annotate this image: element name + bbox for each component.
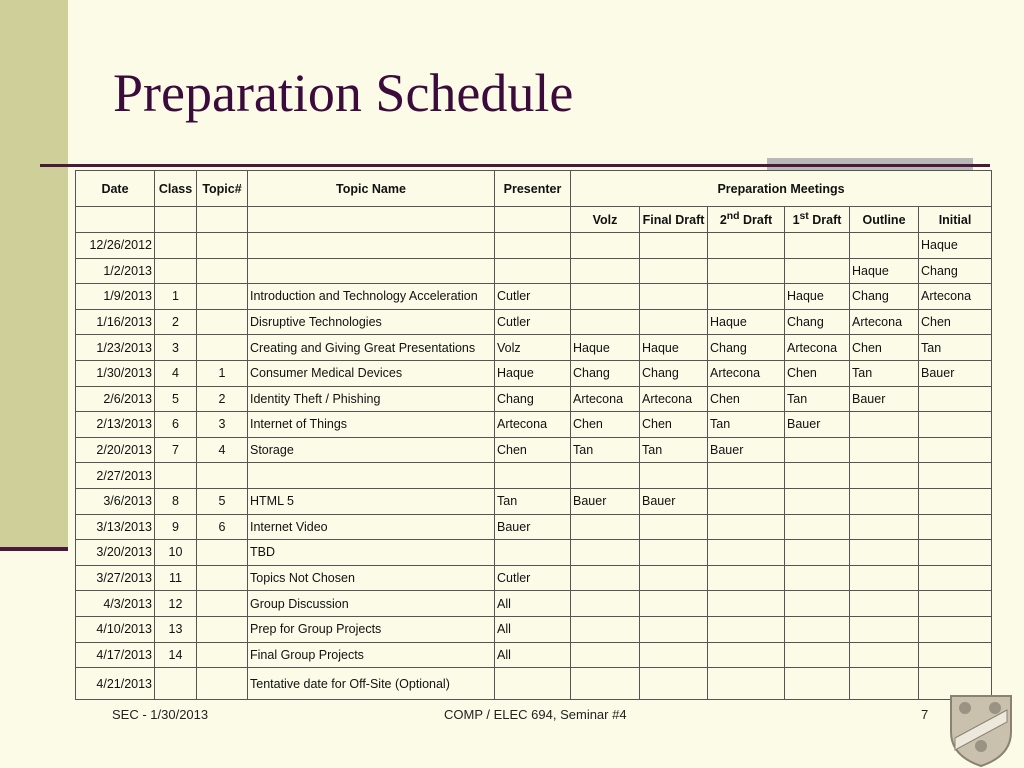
subheader-second-draft xyxy=(708,207,785,233)
cell-first-draft xyxy=(785,233,850,259)
cell-outline: Chang xyxy=(850,284,919,310)
cell-topic-name: Storage xyxy=(248,437,495,463)
second-draft-sup: nd xyxy=(726,211,740,223)
cell-date: 2/20/2013 xyxy=(76,437,155,463)
subheader-final-draft: Final Draft xyxy=(640,207,708,233)
cell-presenter xyxy=(495,258,571,284)
cell-topic-num xyxy=(197,463,248,489)
cell-presenter: Bauer xyxy=(495,514,571,540)
header-date: Date xyxy=(76,171,155,207)
cell-presenter: Chang xyxy=(495,386,571,412)
header-presenter: Presenter xyxy=(495,171,571,207)
cell-second-draft xyxy=(708,591,785,617)
cell-date: 1/16/2013 xyxy=(76,309,155,335)
cell-outline xyxy=(850,412,919,438)
cell-topic-name: Creating and Giving Great Presentations xyxy=(248,335,495,361)
cell-presenter: Cutler xyxy=(495,284,571,310)
cell-presenter: Cutler xyxy=(495,309,571,335)
cell-outline: Bauer xyxy=(850,386,919,412)
cell-presenter: Volz xyxy=(495,335,571,361)
cell-second-draft xyxy=(708,284,785,310)
cell-initial xyxy=(919,386,992,412)
cell-initial xyxy=(919,488,992,514)
second-draft-num: 2 xyxy=(719,213,727,228)
cell-second-draft xyxy=(708,514,785,540)
cell-presenter xyxy=(495,668,571,700)
cell-outline xyxy=(850,668,919,700)
cell-final-draft xyxy=(640,233,708,259)
footer-course: COMP / ELEC 694, Seminar #4 xyxy=(444,707,627,722)
cell-initial: Chen xyxy=(919,309,992,335)
cell-topic-num xyxy=(197,258,248,284)
cell-presenter: Chen xyxy=(495,437,571,463)
cell-presenter: Artecona xyxy=(495,412,571,438)
subheader-volz: Volz xyxy=(571,207,640,233)
cell-presenter: Haque xyxy=(495,360,571,386)
cell-initial xyxy=(919,565,992,591)
cell-topic-num xyxy=(197,540,248,566)
cell-date: 2/13/2013 xyxy=(76,412,155,438)
cell-first-draft xyxy=(785,540,850,566)
cell-first-draft xyxy=(785,488,850,514)
first-draft-sup: st xyxy=(799,211,809,223)
cell-first-draft xyxy=(785,437,850,463)
subheader-initial: Initial xyxy=(919,207,992,233)
table-row xyxy=(76,463,992,489)
cell-second-draft xyxy=(708,540,785,566)
cell-first-draft: Tan xyxy=(785,386,850,412)
title-rule xyxy=(40,164,990,167)
cell-second-draft xyxy=(708,616,785,642)
cell-volz xyxy=(571,642,640,668)
page-number: 7 xyxy=(921,707,929,722)
cell-class: 10 xyxy=(155,540,197,566)
cell-second-draft: Haque xyxy=(708,309,785,335)
cell-presenter: All xyxy=(495,642,571,668)
cell-final-draft xyxy=(640,284,708,310)
cell-second-draft xyxy=(708,463,785,489)
cell-outline xyxy=(850,540,919,566)
cell-class: 14 xyxy=(155,642,197,668)
cell-initial: Artecona xyxy=(919,284,992,310)
table-row xyxy=(76,514,992,540)
table-row xyxy=(76,565,992,591)
cell-presenter xyxy=(495,540,571,566)
cell-final-draft xyxy=(640,591,708,617)
cell-topic-name: Tentative date for Off-Site (Optional) xyxy=(248,668,495,700)
subheader-blank xyxy=(495,207,571,233)
cell-first-draft xyxy=(785,463,850,489)
table-row xyxy=(76,412,992,438)
cell-volz xyxy=(571,591,640,617)
cell-final-draft: Bauer xyxy=(640,488,708,514)
cell-volz xyxy=(571,565,640,591)
subheader-row xyxy=(76,207,992,233)
cell-second-draft xyxy=(708,565,785,591)
cell-volz xyxy=(571,514,640,540)
cell-presenter xyxy=(495,233,571,259)
cell-topic-name xyxy=(248,258,495,284)
cell-second-draft: Tan xyxy=(708,412,785,438)
table-row xyxy=(76,335,992,361)
cell-class xyxy=(155,668,197,700)
cell-first-draft xyxy=(785,258,850,284)
cell-date: 3/27/2013 xyxy=(76,565,155,591)
footer-date: SEC - 1/30/2013 xyxy=(112,707,209,722)
cell-second-draft xyxy=(708,258,785,284)
cell-presenter: All xyxy=(495,591,571,617)
cell-presenter: Cutler xyxy=(495,565,571,591)
table-row xyxy=(76,258,992,284)
table-row xyxy=(76,437,992,463)
cell-final-draft xyxy=(640,463,708,489)
cell-topic-name: TBD xyxy=(248,540,495,566)
cell-date: 3/6/2013 xyxy=(76,488,155,514)
cell-class: 5 xyxy=(155,386,197,412)
cell-outline xyxy=(850,463,919,489)
cell-class: 9 xyxy=(155,514,197,540)
cell-final-draft xyxy=(640,309,708,335)
cell-first-draft xyxy=(785,642,850,668)
cell-outline xyxy=(850,642,919,668)
table-row xyxy=(76,642,992,668)
cell-topic-num xyxy=(197,233,248,259)
subheader-blank xyxy=(76,207,155,233)
cell-topic-name: Consumer Medical Devices xyxy=(248,360,495,386)
cell-class xyxy=(155,258,197,284)
cell-class xyxy=(155,233,197,259)
first-draft-num: 1 xyxy=(792,213,800,228)
cell-outline xyxy=(850,488,919,514)
cell-initial: Bauer xyxy=(919,360,992,386)
cell-first-draft: Chen xyxy=(785,360,850,386)
cell-volz: Chen xyxy=(571,412,640,438)
schedule-table-body xyxy=(76,171,992,700)
header-class: Class xyxy=(155,171,197,207)
table-row xyxy=(76,360,992,386)
cell-volz: Haque xyxy=(571,335,640,361)
cell-topic-num: 4 xyxy=(197,437,248,463)
subheader-blank xyxy=(197,207,248,233)
cell-volz xyxy=(571,616,640,642)
slide-title: Preparation Schedule xyxy=(113,63,574,123)
cell-topic-num xyxy=(197,591,248,617)
cell-second-draft: Chang xyxy=(708,335,785,361)
cell-final-draft: Chang xyxy=(640,360,708,386)
cell-second-draft xyxy=(708,233,785,259)
cell-class: 13 xyxy=(155,616,197,642)
cell-topic-num xyxy=(197,309,248,335)
cell-outline xyxy=(850,514,919,540)
subheader-blank xyxy=(248,207,495,233)
cell-topic-name: Final Group Projects xyxy=(248,642,495,668)
cell-final-draft xyxy=(640,616,708,642)
cell-initial xyxy=(919,642,992,668)
cell-first-draft xyxy=(785,616,850,642)
cell-outline xyxy=(850,437,919,463)
cell-date: 3/13/2013 xyxy=(76,514,155,540)
cell-topic-name: Prep for Group Projects xyxy=(248,616,495,642)
cell-volz xyxy=(571,540,640,566)
cell-second-draft xyxy=(708,488,785,514)
cell-first-draft xyxy=(785,565,850,591)
header-topic-num: Topic# xyxy=(197,171,248,207)
table-row xyxy=(76,284,992,310)
cell-final-draft xyxy=(640,642,708,668)
cell-initial: Tan xyxy=(919,335,992,361)
cell-volz: Artecona xyxy=(571,386,640,412)
cell-outline: Artecona xyxy=(850,309,919,335)
cell-date: 4/17/2013 xyxy=(76,642,155,668)
cell-initial xyxy=(919,463,992,489)
cell-initial xyxy=(919,540,992,566)
cell-presenter: All xyxy=(495,616,571,642)
cell-final-draft xyxy=(640,258,708,284)
cell-second-draft: Chen xyxy=(708,386,785,412)
cell-class: 11 xyxy=(155,565,197,591)
cell-volz xyxy=(571,233,640,259)
schedule-table xyxy=(75,170,992,700)
cell-initial xyxy=(919,591,992,617)
cell-first-draft xyxy=(785,591,850,617)
cell-class: 4 xyxy=(155,360,197,386)
cell-topic-num xyxy=(197,642,248,668)
cell-topic-name: Disruptive Technologies xyxy=(248,309,495,335)
cell-final-draft: Chen xyxy=(640,412,708,438)
cell-first-draft: Chang xyxy=(785,309,850,335)
cell-final-draft xyxy=(640,514,708,540)
table-row xyxy=(76,309,992,335)
cell-topic-name: HTML 5 xyxy=(248,488,495,514)
header-row xyxy=(76,171,992,207)
cell-second-draft xyxy=(708,668,785,700)
cell-topic-name: Internet of Things xyxy=(248,412,495,438)
cell-class: 7 xyxy=(155,437,197,463)
cell-date: 4/3/2013 xyxy=(76,591,155,617)
cell-outline: Haque xyxy=(850,258,919,284)
cell-volz xyxy=(571,309,640,335)
left-accent-bar xyxy=(0,0,68,547)
cell-class: 12 xyxy=(155,591,197,617)
table-row xyxy=(76,386,992,412)
cell-date: 1/2/2013 xyxy=(76,258,155,284)
cell-final-draft xyxy=(640,540,708,566)
cell-class: 6 xyxy=(155,412,197,438)
cell-outline xyxy=(850,233,919,259)
cell-volz: Bauer xyxy=(571,488,640,514)
cell-class: 1 xyxy=(155,284,197,310)
cell-initial xyxy=(919,616,992,642)
cell-final-draft xyxy=(640,565,708,591)
cell-topic-name xyxy=(248,233,495,259)
first-draft-text: Draft xyxy=(808,213,842,228)
table-row xyxy=(76,668,992,700)
cell-first-draft: Artecona xyxy=(785,335,850,361)
cell-topic-name: Identity Theft / Phishing xyxy=(248,386,495,412)
cell-initial xyxy=(919,514,992,540)
cell-topic-num: 1 xyxy=(197,360,248,386)
cell-topic-num xyxy=(197,565,248,591)
cell-volz xyxy=(571,284,640,310)
cell-date: 2/27/2013 xyxy=(76,463,155,489)
cell-initial: Chang xyxy=(919,258,992,284)
cell-topic-name: Group Discussion xyxy=(248,591,495,617)
table-row xyxy=(76,233,992,259)
cell-volz xyxy=(571,463,640,489)
cell-volz: Chang xyxy=(571,360,640,386)
table-row xyxy=(76,616,992,642)
table-row xyxy=(76,488,992,514)
cell-outline xyxy=(850,616,919,642)
header-topic-name: Topic Name xyxy=(248,171,495,207)
cell-first-draft: Bauer xyxy=(785,412,850,438)
cell-date: 1/30/2013 xyxy=(76,360,155,386)
cell-class xyxy=(155,463,197,489)
cell-final-draft: Tan xyxy=(640,437,708,463)
cell-volz: Tan xyxy=(571,437,640,463)
cell-volz xyxy=(571,668,640,700)
cell-final-draft: Artecona xyxy=(640,386,708,412)
accent-bar-underline xyxy=(0,547,68,551)
cell-first-draft xyxy=(785,514,850,540)
cell-final-draft: Haque xyxy=(640,335,708,361)
cell-initial xyxy=(919,437,992,463)
cell-outline: Tan xyxy=(850,360,919,386)
cell-date: 4/10/2013 xyxy=(76,616,155,642)
cell-topic-num xyxy=(197,668,248,700)
cell-topic-name: Introduction and Technology Acceleration xyxy=(248,284,495,310)
cell-first-draft: Haque xyxy=(785,284,850,310)
cell-outline xyxy=(850,591,919,617)
cell-second-draft xyxy=(708,642,785,668)
cell-topic-num: 3 xyxy=(197,412,248,438)
cell-initial xyxy=(919,412,992,438)
cell-final-draft xyxy=(640,668,708,700)
cell-second-draft: Artecona xyxy=(708,360,785,386)
cell-initial: Haque xyxy=(919,233,992,259)
cell-date: 2/6/2013 xyxy=(76,386,155,412)
cell-second-draft: Bauer xyxy=(708,437,785,463)
table-row xyxy=(76,591,992,617)
cell-date: 12/26/2012 xyxy=(76,233,155,259)
header-preparation-meetings: Preparation Meetings xyxy=(571,171,992,207)
cell-date: 3/20/2013 xyxy=(76,540,155,566)
cell-class: 3 xyxy=(155,335,197,361)
cell-outline: Chen xyxy=(850,335,919,361)
cell-first-draft xyxy=(785,668,850,700)
table-row xyxy=(76,540,992,566)
cell-class: 2 xyxy=(155,309,197,335)
cell-volz xyxy=(571,258,640,284)
shield-crest-icon xyxy=(947,694,1015,768)
cell-topic-num: 2 xyxy=(197,386,248,412)
cell-presenter: Tan xyxy=(495,488,571,514)
cell-topic-num xyxy=(197,284,248,310)
cell-topic-num: 5 xyxy=(197,488,248,514)
cell-topic-name xyxy=(248,463,495,489)
cell-topic-name: Topics Not Chosen xyxy=(248,565,495,591)
cell-topic-num: 6 xyxy=(197,514,248,540)
subheader-outline: Outline xyxy=(850,207,919,233)
cell-topic-num xyxy=(197,616,248,642)
cell-outline xyxy=(850,565,919,591)
subheader-blank xyxy=(155,207,197,233)
cell-date: 1/23/2013 xyxy=(76,335,155,361)
cell-class: 8 xyxy=(155,488,197,514)
cell-topic-name: Internet Video xyxy=(248,514,495,540)
cell-topic-num xyxy=(197,335,248,361)
cell-presenter xyxy=(495,463,571,489)
second-draft-text: Draft xyxy=(739,213,773,228)
cell-date: 1/9/2013 xyxy=(76,284,155,310)
cell-date: 4/21/2013 xyxy=(76,668,155,700)
subheader-first-draft xyxy=(785,207,850,233)
